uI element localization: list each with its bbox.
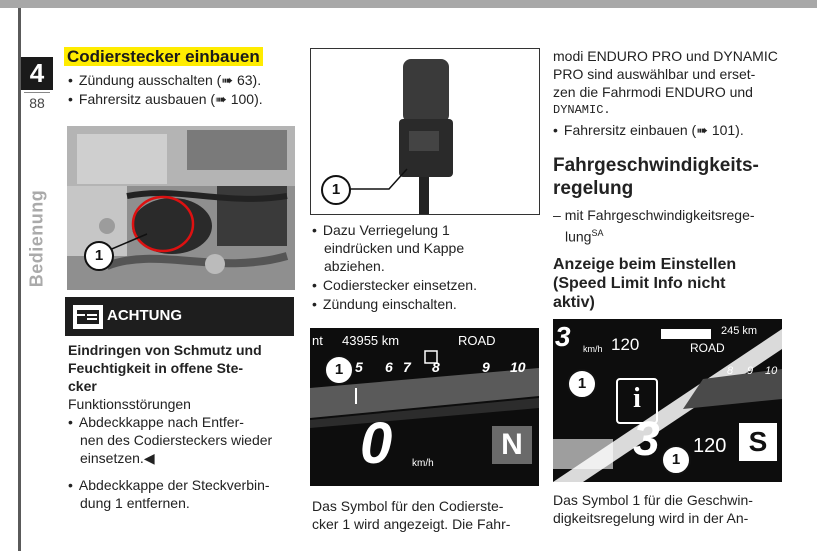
cruise-heading: Fahrgeschwindigkeits- regelung (553, 155, 759, 199)
display-subheading: Anzeige beim Einstellen (Speed Limit Info nicht aktiv) (553, 256, 737, 311)
warning-banner (65, 297, 294, 336)
dash-2-limit-bottom: 120 (693, 435, 727, 457)
dash-1-callout: 1 (324, 355, 354, 385)
dash-2-mode: ROAD (690, 341, 725, 355)
dash-1-tick: 8 (432, 359, 440, 375)
dash-2-limit: 120 (611, 335, 640, 354)
dash-display-1 (310, 328, 539, 486)
dash-2-gear-top: 3 (555, 321, 571, 352)
dash-1-prefix: nt (312, 333, 323, 348)
step-remove-seat: • Fahrersitz ausbauen (➠ 100). (68, 90, 263, 108)
step-ignition-off: • Zündung ausschalten (➠ 63). (68, 71, 261, 89)
dash-2-info-icon: i (633, 383, 641, 414)
dash-1-tick: 10 (510, 359, 526, 375)
optional-equipment-mark: SA (591, 228, 604, 238)
dash-2-tick: 8 (727, 365, 734, 377)
warning-consequence: Funktionsstörungen (68, 396, 191, 412)
warning-heading: Eindringen von Schmutz und Feuchtigkeit in offene Ste- cker (68, 342, 262, 394)
section-label: Bedienung (26, 189, 47, 288)
warning-remedy-2: • Abdeckkappe der Steckverbin- dung 1 entfernen. (68, 476, 270, 512)
dash-1-tick: 6 (385, 359, 393, 375)
dash-1-tick: 9 (482, 359, 490, 375)
connector-photo (310, 48, 540, 215)
dash-2-tick: 9 (747, 365, 754, 377)
step-press-lock: • Dazu Verriegelung 1 eindrücken und Kappe abziehen. (312, 221, 464, 275)
warning-remedy-1: • Abdeckkappe nach Entfer- nen des Codiersteckers wieder einsetzen.◀ (68, 413, 272, 467)
photo-callout: 1 (84, 241, 114, 271)
step-insert-plug: • Codierstecker einsetzen. (312, 276, 477, 294)
step-ignition-on: • Zündung einschalten. (312, 295, 457, 313)
caption-dash-1: Das Symbol für den Codierste- cker 1 wird angezeigt. Die Fahr- (312, 498, 511, 532)
dash-2-unit: km/h (583, 344, 603, 354)
dash-1-gear: N (501, 428, 523, 461)
caption-dash-2: Das Symbol 1 für die Geschwin- digkeitsregelung wird in der An- (553, 492, 753, 526)
engine-photo (67, 126, 295, 290)
warning-hand-icon (73, 305, 103, 329)
page-number: 88 (29, 95, 45, 111)
equipment-note: – mit Fahrgeschwindigkeitsrege- lung$^{SA}$ (553, 207, 755, 245)
step-install-seat: • Fahrersitz einbauen (➠ 101). (553, 121, 744, 139)
dash-2-callout-bottom: 1 (661, 445, 691, 475)
dash-1-tick: 5 (355, 359, 363, 375)
dash-2-callout-top: 1 (567, 369, 597, 399)
dash-2-range: 245 km (721, 325, 758, 337)
dash-2-big-gear: 3 (633, 413, 660, 466)
dash-1-tick: 7 (403, 359, 411, 375)
dash-1-mode: ROAD (458, 333, 496, 348)
connector-callout: 1 (321, 175, 351, 205)
section-heading: Codierstecker einbauen (64, 47, 263, 67)
dash-1-speed: 0 (360, 411, 393, 476)
intro-paragraph: modi ENDURO PRO und DYNAMIC PRO sind auswählbar und erset- zen die Fahrmodi ENDURO und DYNAMIC. (553, 48, 778, 117)
section-tab (20, 188, 54, 288)
dash-display-2 (553, 319, 782, 482)
page-top-border (0, 0, 817, 8)
dash-1-unit: km/h (412, 458, 434, 469)
dash-2-tick: 10 (765, 365, 778, 377)
rail-divider (24, 92, 50, 93)
dash-1-odometer: 43955 km (342, 333, 400, 348)
chapter-number: 4 (21, 57, 53, 90)
dash-2-mode-letter: S (748, 426, 768, 457)
warning-label: ACHTUNG (107, 307, 182, 324)
